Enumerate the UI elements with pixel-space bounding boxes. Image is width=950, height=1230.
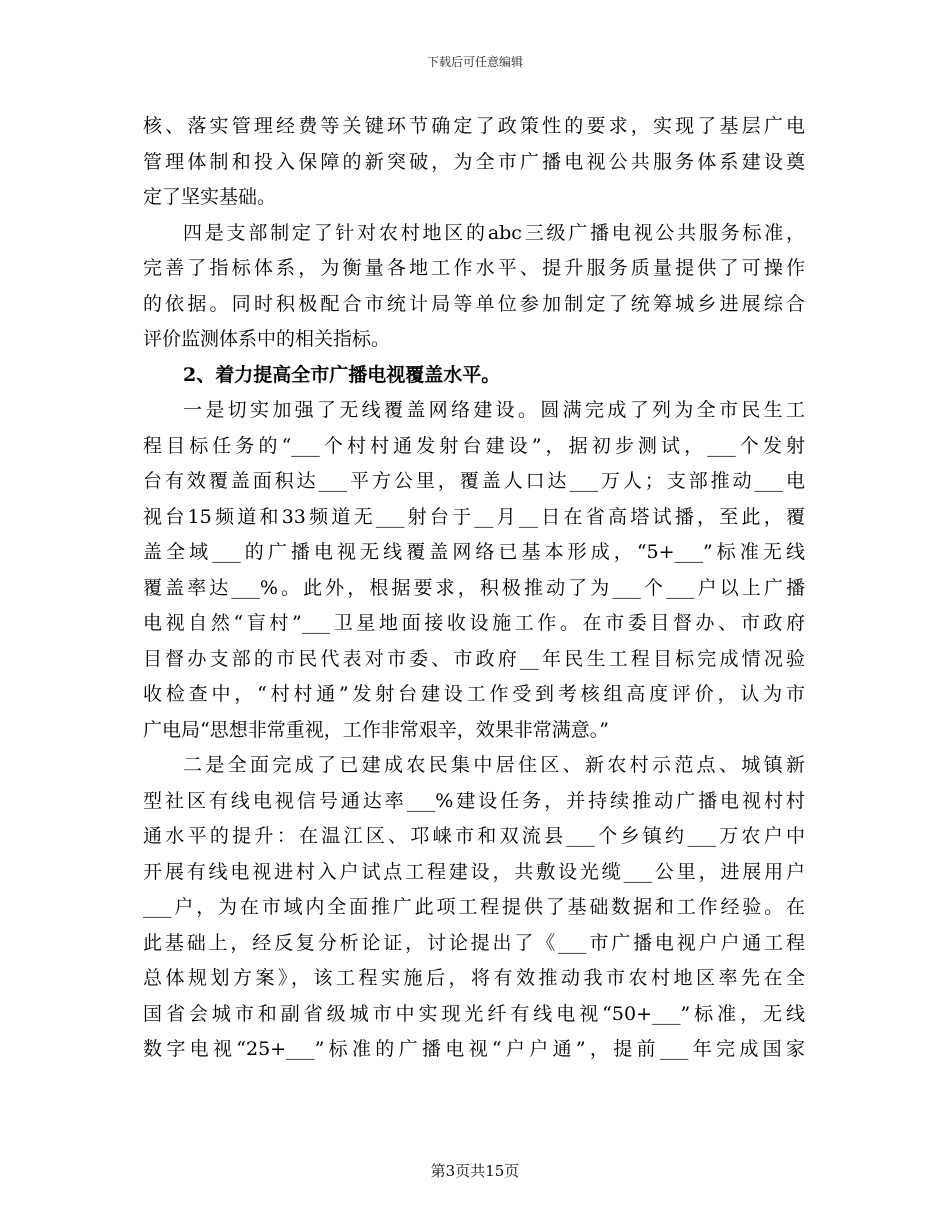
text-line: 通水平的提升：在温江区、邛崃市和双流县___个乡镇约___万农户中 (143, 825, 805, 847)
text-line: 二是全面完成了已建成农民集中居住区、新农村示范点、城镇新 (183, 754, 805, 776)
text-line: 目督办支部的市民代表对市委、市政府__年民生工程目标完成情况验 (143, 647, 805, 670)
text-line: 覆盖率达___%。此外，根据要求，积极推动了为___个___户以上广播 (143, 576, 805, 599)
text-line: 此基础上，经反复分析论证，讨论提出了《___市广播电视户户通工程 (143, 931, 805, 954)
text-line: 一是切实加强了无线覆盖网络建设。圆满完成了列为全市民生工 (183, 399, 805, 421)
document-body (143, 109, 805, 1068)
text-line: 收检查中，“村村通”发射台建设工作受到考核组高度评价，认为市 (143, 683, 805, 705)
text-line: 视台15频道和33频道无___射台于__月__日在省高塔试播，至此，覆 (143, 505, 805, 528)
text-line: 国省会城市和副省级城市中实现光纤有线电视“50+___”标准，无线 (143, 1002, 805, 1025)
text-line: 广电局“思想非常重视，工作非常艰辛，效果非常满意。” (143, 718, 609, 741)
text-line: 台有效覆盖面积达___平方公里，覆盖人口达___万人；支部推动___电 (143, 470, 805, 492)
text-line: 定了坚实基础。 (143, 186, 277, 208)
text-line: 型社区有线电视信号通达率___%建设任务，并持续推动广播电视村村 (143, 789, 805, 812)
text-line: 管理体制和投入保障的新突破，为全市广播电视公共服务体系建设奠 (143, 150, 805, 173)
text-line: 盖全域___的广播电视无线覆盖网络已基本形成，“5+___”标准无线 (143, 541, 805, 563)
text-line: 数字电视“25+___”标准的广播电视“户户通”，提前___年完成国家 (143, 1038, 805, 1060)
text-line: 评价监测体系中的相关指标。 (143, 328, 391, 350)
text-line: 电视自然“盲村”___卫星地面接收设施工作。在市委目督办、市政府 (143, 612, 805, 634)
text-line: 开展有线电视进村入户试点工程建设，共敷设光缆___公里，进展用户 (143, 860, 805, 883)
text-line: 的依据。同时积极配合市统计局等单位参加制定了统筹城乡进展综合 (143, 292, 805, 315)
text-line: 程目标任务的“___个村村通发射台建设”，据初步测试，___个发射 (143, 434, 805, 457)
section-heading: 2、着力提高全市广播电视覆盖水平。 (183, 363, 501, 386)
text-line: 核、落实管理经费等关键环节确定了政策性的要求，实现了基层广电 (143, 115, 805, 137)
page-number: 第3页共15页 (430, 1162, 520, 1180)
text-line: 完善了指标体系，为衡量各地工作水平、提升服务质量提供了可操作 (143, 257, 805, 279)
page-header: 下载后可任意编辑 (426, 55, 523, 69)
text-line: ___户，为在市域内全面推广此项工程提供了基础数据和工作经验。在 (143, 896, 805, 918)
text-line: 总体规划方案》，该工程实施后，将有效推动我市农村地区率先在全 (143, 967, 805, 989)
text-line: 四是支部制定了针对农村地区的abc三级广播电视公共服务标准， (183, 221, 805, 244)
